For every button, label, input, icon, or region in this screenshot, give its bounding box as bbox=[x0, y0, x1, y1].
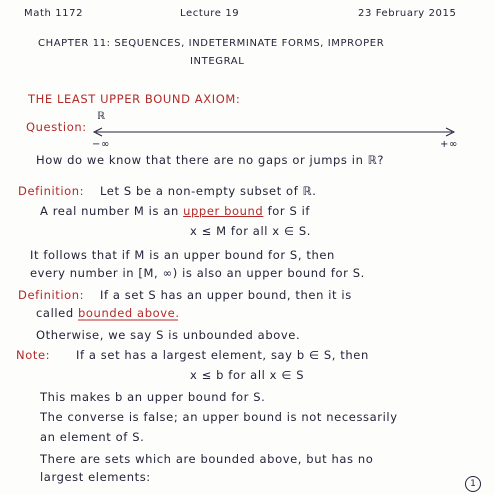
definition-line2-pre: A real number M is an bbox=[40, 204, 179, 218]
definition2-line3: Otherwise, we say S is unbounded above. bbox=[36, 328, 301, 342]
definition-label: Definition: bbox=[18, 184, 85, 198]
definition-line2 bbox=[40, 204, 310, 218]
note-line6: There are sets which are bounded above, but has no bbox=[40, 452, 374, 466]
definition-line2-post: for S if bbox=[267, 204, 311, 218]
definition2-line2-pre: called bbox=[36, 306, 74, 320]
definition2-text: If a set S has an upper bound, then it is bbox=[100, 288, 352, 302]
pos-infinity: +∞ bbox=[440, 139, 458, 150]
definition2-line2 bbox=[36, 306, 180, 320]
note-line1: If a set has a largest element, say b ∈ S, then bbox=[76, 348, 369, 362]
note-line7: largest elements: bbox=[40, 470, 151, 484]
note-line2: x ≤ b for all x ∈ S bbox=[190, 368, 305, 382]
lecture-date: 23 February 2015 bbox=[358, 8, 457, 19]
note-line3: This makes b an upper bound for S. bbox=[40, 390, 266, 404]
neg-infinity: −∞ bbox=[92, 139, 110, 150]
definition-text: Let S be a non-empty subset of ℝ. bbox=[100, 184, 317, 198]
note-line5: an element of S. bbox=[40, 430, 145, 444]
note-label: Note: bbox=[16, 348, 51, 362]
follows-line1: It follows that if M is an upper bound for S, then bbox=[30, 248, 335, 262]
page-number: 1 bbox=[465, 476, 481, 492]
bounded-above-term: bounded above. bbox=[78, 306, 180, 320]
axis-label: ℝ bbox=[97, 111, 106, 122]
section-title: THE LEAST UPPER BOUND AXIOM: bbox=[28, 92, 241, 106]
note-line4: The converse is false; an upper bound is not necessarily bbox=[40, 410, 398, 424]
definition-condition: x ≤ M for all x ∈ S. bbox=[190, 224, 311, 238]
question-text: How do we know that there are no gaps or jumps in ℝ? bbox=[36, 153, 385, 167]
upper-bound-term: upper bound bbox=[183, 204, 264, 218]
follows-line2: every number in [M, ∞) is also an upper bound for S. bbox=[30, 266, 365, 280]
lecture-number: Lecture 19 bbox=[180, 8, 240, 19]
definition2-label: Definition: bbox=[18, 288, 85, 302]
chapter-title-cont: INTEGRAL bbox=[190, 56, 245, 67]
course-name: Math 1172 bbox=[24, 8, 84, 19]
chapter-title: CHAPTER 11: SEQUENCES, INDETERMINATE FORMS, IMPROPER bbox=[38, 38, 385, 49]
question-label: Question: bbox=[26, 120, 87, 134]
